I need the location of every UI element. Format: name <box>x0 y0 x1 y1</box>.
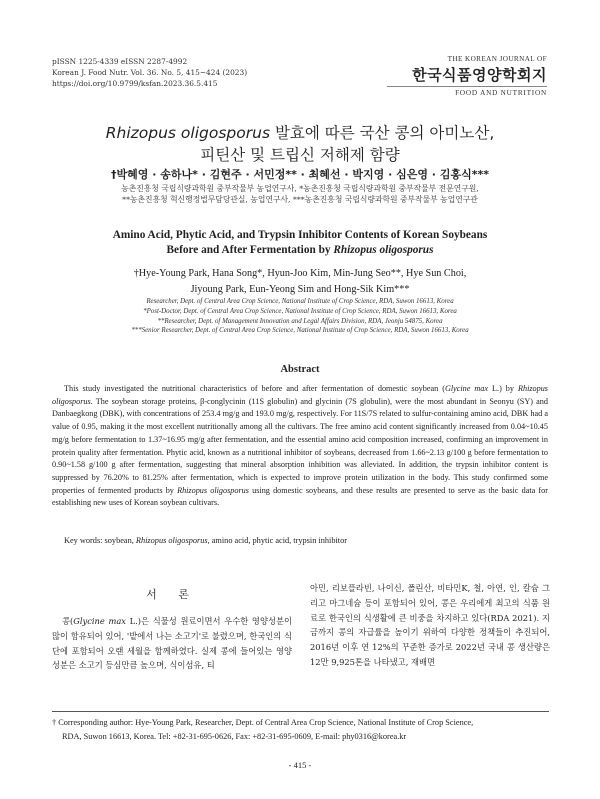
affiliations-korean <box>30 183 570 205</box>
affil-en-item: ***Senior Researcher, Dept. of Central Area Crop Science, National Institute of Crop Science, RDA, Suwon 16613, Korea <box>131 327 469 335</box>
affil-ko-line2: **농촌진흥청 혁신행정법무담당관실, 농업연구사, ***농촌진흥청 국립식량과학원 중부작물부 농업연구관 <box>122 195 478 204</box>
citation-block <box>52 56 247 89</box>
intro-text: 콩( <box>62 616 74 626</box>
footnote-divider <box>52 711 549 712</box>
section-heading-intro: 서 론 <box>146 588 198 601</box>
title-en-line1: Amino Acid, Phytic Acid, and Trypsin Inhibitor Contents of Korean Soybeans <box>112 229 488 241</box>
affiliations-english <box>40 297 560 336</box>
abstract-text: using domestic soybeans, and these results are presented to serve as the basic data for establishing new uses of Korean soybean cultivars. <box>52 485 548 508</box>
affil-en-item: *Post-Doctor, Dept. of Central Area Crop Science, National Institute of Crop Science, RDA, Suwon 16613, Korea <box>143 307 457 315</box>
intro-right-column: 아민, 리보플라빈, 나이신, 폴린산, 비타민K, 철, 아연, 인, 칼슘 그리고 마그네슘 등이 포함되어 있어, 콩은 우리에게 최고의 식품 원료로 한국인의 식생활에 큰 비중을 차지하고 있다(RDA 2021). 지금까지 콩의 자급률을 높이기 위하여 다양한 정책들이 추진되어, 2016년 이후 연 12%의 꾸준한 증가로 2022년 국내 콩 생산량은 12만 9,925톤을 나타냈고, 재배면 <box>310 583 550 667</box>
title-en-line2: Before and After Fermentation by <box>166 244 334 256</box>
intro-species: Glycine max <box>73 616 126 626</box>
abstract-text: . The soybean storage proteins, β-conglycinin (11S globulin) and glycinin (7S globulin), were the most abundant in Seonyu (SY) and Danbaegkong (DBK), with concentrations of 253.4 mg/g and 193.0 mg/g, respectively. For 11S/7S related to sulfur-containing amino acid, DBK had a value of 0.95, making it the most excellent nutritionally among all the cultivars. The free amino acid content significantly increased from 0.04~10.45 mg/g before fermentation to 1.37~16.95 mg/g after fermentation, and the essential amino acid composition increased, confirming an improvement in protein quality after fermentation. Phytic acid, known as a nutritional inhibitor of soybeans, decreased from 1.66~2.13 g/100 g before fermentation to 0.90~1.58 g/100 g after fermentation, suggesting that mineral absorption inhibition was alleviated. In addition, the trypsin inhibitor content is suppressed by 76.20% to 81.25% after fermentation, which is expected to improve protein utilization in the body. This study confirmed some properties of fermented products by <box>52 396 548 495</box>
doi-link[interactable]: https://doi.org/10.9799/ksfan.2023.36.5.415 <box>52 79 218 88</box>
intro-left-column <box>52 614 292 673</box>
corresponding-author-footnote <box>52 716 549 744</box>
keywords-suffix: , amino acid, phytic acid, trypsin inhibitor <box>207 536 348 545</box>
abstract-body <box>52 383 548 510</box>
keywords-species: Rhizopus oligosporus <box>135 536 208 545</box>
journal-name-en-bottom: FOOD AND NUTRITION <box>387 86 547 97</box>
affil-en-item: **Researcher, Dept. of Management Innovation and Legal Affairs Division, RDA, Jeonju 54875, Korea <box>157 317 443 325</box>
abstract-text: L.) by <box>488 384 518 393</box>
affil-ko-line1: 농촌진흥청 국립식량과학원 중부작물부 농업연구사, *농촌진흥청 국립식량과학원 중부작물부 전문연구원, <box>121 184 479 193</box>
title-ko-line2: 피틴산 및 트립신 저해제 함량 <box>200 146 400 164</box>
page-number: - 415 - <box>288 760 312 770</box>
title-ko-line1: 발효에 따른 국산 콩의 아미노산, <box>270 124 495 142</box>
abstract-heading: Abstract <box>280 364 320 375</box>
authors-en-line1: †Hye-Young Park, Hana Song*, Hyun-Joo Kim, Min-Jung Seo**, Hye Sun Choi, <box>133 268 467 279</box>
keywords-prefix: Key words: soybean, <box>64 536 136 545</box>
title-ko-species: Rhizopus oligosporus <box>105 124 271 142</box>
title-english <box>40 228 560 258</box>
footnote-line1: † Corresponding author: Hye-Young Park, Researcher, Dept. of Central Area Crop Science, National Institute of Crop Science, <box>52 718 474 727</box>
footnote-line2: RDA, Suwon 16613, Korea. Tel: +82-31-695-0626, Fax: +82-31-695-0609, E-mail: phy0316@korea.kr <box>62 732 407 741</box>
abstract-species: Rhizopus oligosporus <box>52 384 548 406</box>
authors-english <box>40 266 560 298</box>
journal-name-ko: 한국식품영양학회지 <box>412 66 547 84</box>
journal-name-en-top: THE KOREAN JOURNAL OF <box>447 55 547 63</box>
abstract-text: This study investigated the nutritional characteristics of before and after fermentation of domestic soybean ( <box>64 384 445 393</box>
abstract-species: Rhizopus oligosporus <box>177 485 249 495</box>
title-en-species: Rhizopus oligosporus <box>333 244 434 256</box>
citation-line: Korean J. Food Nutr. Vol. 36. No. 5, 415~424 (2023) <box>52 68 248 77</box>
journal-logo <box>387 55 547 97</box>
authors-korean: †박혜영 · 송하나* · 김현주 · 서민정** · 최혜선 · 박지영 · 심은영 · 김홍식*** <box>111 168 489 181</box>
keywords <box>64 536 347 545</box>
authors-en-line2: Jiyoung Park, Eun-Yeong Sim and Hong-Sik Kim*** <box>190 284 410 295</box>
intro-text: L.)은 식물성 원료이면서 우수한 영양성분이 많이 함유되어 있어, '밭에서 나는 소고기'로 불렸으며, 한국인의 식단에 포함되어 오랜 세월을 함께하였다. 실제 콩에 들어있는 영양성분은 소고기 등심만큼 높으며, 식이섬유, 티 <box>52 616 293 671</box>
title-korean <box>40 122 560 166</box>
abstract-species: Glycine max <box>444 384 489 393</box>
issn-line: pISSN 1225-4339 eISSN 2287-4992 <box>52 57 188 66</box>
affil-en-item: Researcher, Dept. of Central Area Crop Science, National Institute of Crop Science, RDA, Suwon 16613, Korea <box>146 298 454 305</box>
